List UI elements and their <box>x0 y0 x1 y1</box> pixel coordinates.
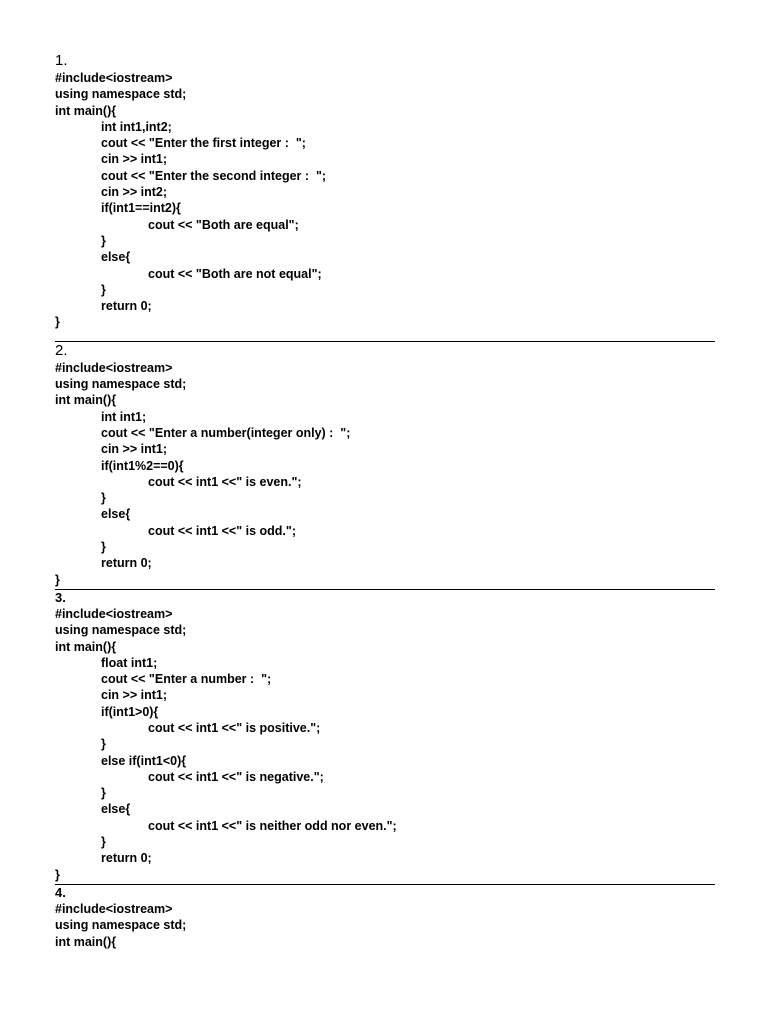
code-line: int main(){ <box>55 934 117 949</box>
code-line: cout << "Enter a number(integer only) : "; <box>101 425 351 440</box>
code-line: } <box>101 233 106 248</box>
code-block <box>55 901 715 950</box>
code-line: cout << "Enter the second integer : "; <box>101 168 327 183</box>
code-line: cout << int1 <<" is neither odd nor even."; <box>148 818 397 833</box>
code-line: #include<iostream> <box>55 360 173 375</box>
code-line: int main(){ <box>55 103 117 118</box>
code-section-3 <box>55 590 715 883</box>
code-line: int main(){ <box>55 393 117 408</box>
code-line: cout << "Enter the first integer : "; <box>101 136 306 151</box>
code-line: return 0; <box>101 556 152 571</box>
code-line: cout << int1 <<" is negative."; <box>148 769 324 784</box>
code-line: cout << "Enter a number : "; <box>101 672 272 687</box>
code-line: cout << "Both are equal"; <box>148 217 299 232</box>
code-line: } <box>55 867 60 882</box>
code-line: else{ <box>101 802 131 817</box>
code-line: } <box>101 491 106 506</box>
code-section-2 <box>55 342 715 588</box>
code-line: } <box>101 540 106 555</box>
code-line: cout << "Both are not equal"; <box>148 266 322 281</box>
code-section-4 <box>55 885 715 950</box>
code-line: cin >> int1; <box>101 152 167 167</box>
code-section-1 <box>55 52 715 331</box>
code-line: float int1; <box>101 655 158 670</box>
code-line: cin >> int1; <box>101 688 167 703</box>
code-line: } <box>55 572 60 587</box>
code-line: int int1,int2; <box>101 119 172 134</box>
code-block <box>55 70 715 331</box>
code-line: else if(int1<0){ <box>101 753 187 768</box>
code-line: } <box>101 737 106 752</box>
code-line: cout << int1 <<" is even."; <box>148 474 302 489</box>
code-block <box>55 360 715 588</box>
code-line: if(int1%2==0){ <box>101 458 184 473</box>
code-line: using namespace std; <box>55 87 187 102</box>
section-number: 3. <box>55 589 66 605</box>
code-line: } <box>101 282 106 297</box>
section-number: 1. <box>55 52 68 69</box>
code-block <box>55 606 715 883</box>
code-line: int int1; <box>101 409 147 424</box>
code-line: } <box>101 835 106 850</box>
code-line: return 0; <box>101 851 152 866</box>
code-line: } <box>55 315 60 330</box>
code-line: using namespace std; <box>55 377 187 392</box>
code-document <box>55 52 715 950</box>
section-number: 4. <box>55 884 66 900</box>
code-line: cout << int1 <<" is odd."; <box>148 523 296 538</box>
code-line: cin >> int2; <box>101 185 167 200</box>
code-line: cin >> int1; <box>101 442 167 457</box>
code-line: if(int1==int2){ <box>101 201 181 216</box>
code-line: #include<iostream> <box>55 606 173 621</box>
code-line: cout << int1 <<" is positive."; <box>148 720 321 735</box>
code-line: } <box>101 786 106 801</box>
code-line: else{ <box>101 507 131 522</box>
code-line: using namespace std; <box>55 623 187 638</box>
code-line: #include<iostream> <box>55 901 173 916</box>
code-line: int main(){ <box>55 639 117 654</box>
section-number: 2. <box>55 341 68 359</box>
code-line: #include<iostream> <box>55 71 173 85</box>
code-line: return 0; <box>101 299 152 314</box>
code-line: if(int1>0){ <box>101 704 159 719</box>
code-line: else{ <box>101 250 131 265</box>
code-line: using namespace std; <box>55 918 187 933</box>
